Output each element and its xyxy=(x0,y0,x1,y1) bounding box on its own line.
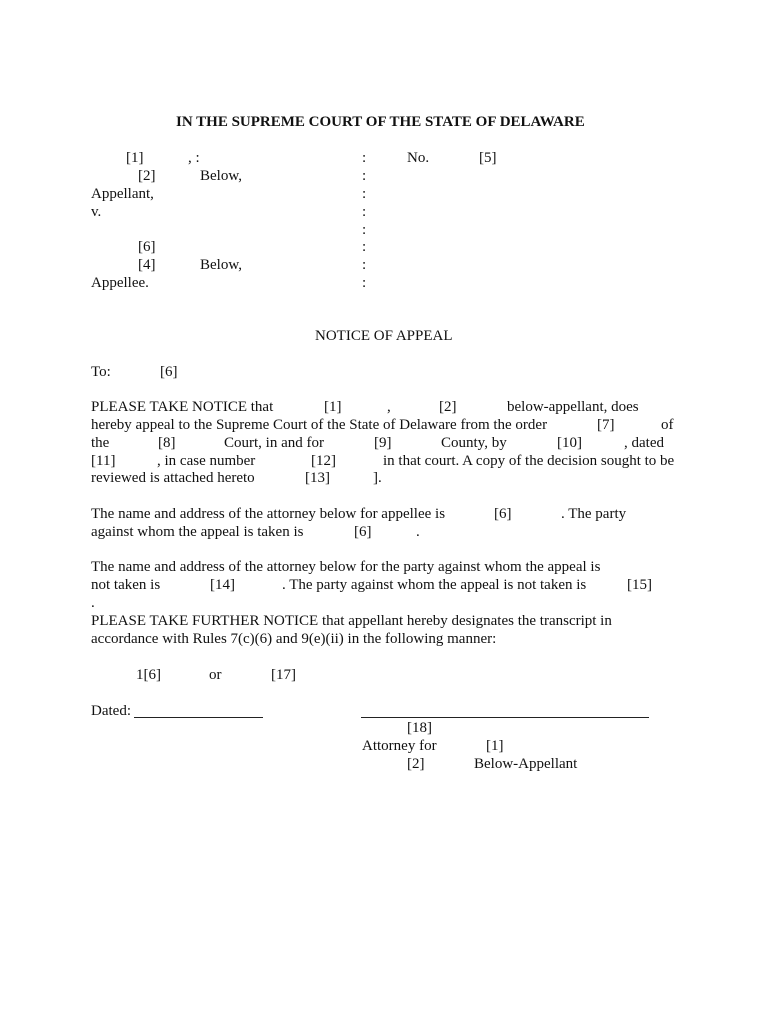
attorney-field: [18] xyxy=(407,720,432,736)
para1-text: the xyxy=(91,435,110,451)
para3-field-15: [15] xyxy=(627,577,652,593)
caption-colon: : xyxy=(362,275,367,291)
para3-text: not taken is xyxy=(91,577,161,593)
caption-colon: : xyxy=(362,186,367,202)
para1-text: ]. xyxy=(373,470,382,486)
below-appellant-label: Below-Appellant xyxy=(474,756,578,772)
para2-text: The name and address of the attorney below for appellee is xyxy=(91,506,446,522)
para2-field-6: [6] xyxy=(494,506,512,522)
caption-colon: : xyxy=(362,239,367,255)
dated-label: Dated: xyxy=(91,703,131,719)
para1-field-11: [11] xyxy=(91,453,116,469)
para1-text: hereby appeal to the Supreme Court of the State of Delaware from the order xyxy=(91,417,548,433)
para1-text: below-appellant, does xyxy=(507,399,639,415)
para1-field-2: [2] xyxy=(439,399,457,415)
para4-text: PLEASE TAKE FURTHER NOTICE that appellant hereby designates the transcript in xyxy=(91,613,612,629)
caption-colon: : xyxy=(362,257,367,273)
para2-field-6: [6] xyxy=(354,524,372,540)
option-a-field: 1[6] xyxy=(136,667,161,683)
signature-line xyxy=(361,717,649,718)
party1-field: [1] xyxy=(126,150,144,166)
versus-label: v. xyxy=(91,204,102,220)
option-b-field: [17] xyxy=(271,667,296,683)
para1-field-8: [8] xyxy=(158,435,176,451)
para1-field-12: [12] xyxy=(311,453,336,469)
para3-text: . xyxy=(91,595,95,611)
para4-text: accordance with Rules 7(c)(6) and 9(e)(ii) in the following manner: xyxy=(91,631,497,647)
para1-text: , xyxy=(387,399,391,415)
para2-text: . xyxy=(416,524,420,540)
para1-text: PLEASE TAKE NOTICE that xyxy=(91,399,274,415)
para3-text: . The party against whom the appeal is not taken is xyxy=(282,577,587,593)
party1-capacity-field: [2] xyxy=(138,168,156,184)
caption-colon: : xyxy=(362,150,367,166)
option-or: or xyxy=(209,667,222,683)
para3-field-14: [14] xyxy=(210,577,235,593)
para2-text: against whom the appeal is taken is xyxy=(91,524,304,540)
para1-field-10: [10] xyxy=(557,435,582,451)
appellant-label: Appellant, xyxy=(91,186,154,202)
para3-text: The name and address of the attorney below for the party against whom the appeal is xyxy=(91,559,601,575)
para1-text: of xyxy=(661,417,674,433)
case-number-field: [5] xyxy=(479,150,497,166)
party1-punctuation: , : xyxy=(188,150,200,166)
para1-text: , in case number xyxy=(157,453,256,469)
notice-title: NOTICE OF APPEAL xyxy=(315,328,453,344)
party2-capacity-field: [4] xyxy=(138,257,156,273)
caption-colon: : xyxy=(362,168,367,184)
caption-colon: : xyxy=(362,204,367,220)
para1-text: in that court. A copy of the decision sought to be xyxy=(383,453,675,469)
para1-field-13: [13] xyxy=(305,470,330,486)
para1-text: County, by xyxy=(441,435,507,451)
date-line xyxy=(134,717,263,718)
para1-field-1: [1] xyxy=(324,399,342,415)
court-title: IN THE SUPREME COURT OF THE STATE OF DELAWARE xyxy=(176,114,585,130)
para1-text: , dated xyxy=(624,435,664,451)
party2-field: [6] xyxy=(138,239,156,255)
caption-colon: : xyxy=(362,222,367,238)
to-label: To: xyxy=(91,364,111,380)
party1-below: Below, xyxy=(200,168,242,184)
attorney-party-field: [1] xyxy=(486,738,504,754)
attorney-capacity-field: [2] xyxy=(407,756,425,772)
para1-text: Court, in and for xyxy=(224,435,324,451)
attorney-for-label: Attorney for xyxy=(362,738,437,754)
appellee-label: Appellee. xyxy=(91,275,149,291)
para1-text: reviewed is attached hereto xyxy=(91,470,255,486)
case-number-label: No. xyxy=(407,150,430,166)
para1-field-7: [7] xyxy=(597,417,615,433)
para2-text: . The party xyxy=(561,506,627,522)
to-field: [6] xyxy=(160,364,178,380)
para1-field-9: [9] xyxy=(374,435,392,451)
party2-below: Below, xyxy=(200,257,242,273)
